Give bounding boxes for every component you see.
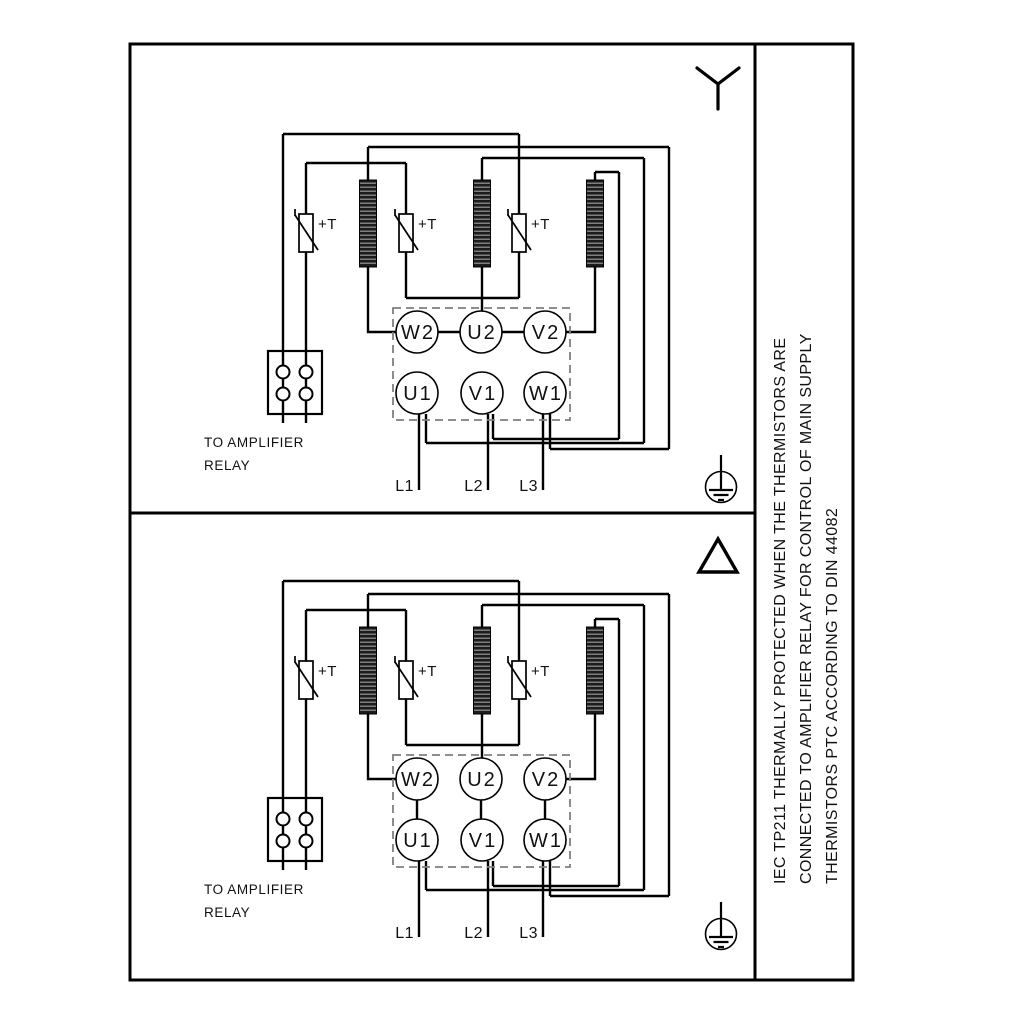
thermistor-label: +T bbox=[318, 216, 337, 233]
motor-winding-coil-1 bbox=[360, 180, 377, 267]
relay-contact bbox=[277, 366, 290, 379]
side-note-line-2: CONNECTED TO AMPLIFIER RELAY FOR CONTROL OF MAIN SUPPLY bbox=[798, 333, 815, 884]
terminal-w2 bbox=[396, 311, 438, 353]
terminal-v1 bbox=[461, 372, 503, 414]
side-note-line-3: THERMISTORS PTC ACCORDING TO DIN 44082 bbox=[824, 507, 841, 884]
thermistor-label: +T bbox=[531, 216, 550, 233]
terminal-label-v1: V1 bbox=[468, 383, 498, 405]
supply-line-label-l2: L2 bbox=[464, 478, 483, 495]
circuit-common-half-delta bbox=[204, 581, 737, 950]
thermistor-symbol-3 bbox=[508, 209, 550, 252]
terminal-u2 bbox=[460, 311, 502, 353]
supply-line-label-l3: L3 bbox=[519, 478, 538, 495]
relay-caption-line1: TO AMPLIFIER bbox=[204, 435, 304, 450]
supply-line-label-l1: L1 bbox=[395, 478, 414, 495]
side-note-line-1: IEC TP211 THERMALLY PROTECTED WHEN THE THERMISTORS ARE bbox=[772, 337, 789, 884]
amplifier-relay-box bbox=[268, 351, 322, 414]
delta-series-bridges bbox=[417, 800, 545, 819]
terminal-label-w2: W2 bbox=[401, 322, 435, 344]
terminal-label-u2: U2 bbox=[467, 322, 497, 344]
relay-contact bbox=[300, 366, 313, 379]
terminal-w1 bbox=[524, 372, 566, 414]
terminal-v2 bbox=[524, 311, 566, 353]
motor-winding-coil-2 bbox=[474, 180, 491, 267]
circuit-common-half bbox=[204, 134, 737, 503]
motor-winding-coil-3 bbox=[587, 180, 604, 267]
terminal-label-v2: V2 bbox=[531, 322, 561, 344]
relay-caption-line2: RELAY bbox=[204, 458, 251, 473]
thermistor-symbol-2 bbox=[395, 209, 437, 252]
side-note bbox=[768, 333, 846, 884]
delta-connection-icon bbox=[699, 539, 737, 572]
star-connection-icon bbox=[697, 68, 739, 109]
thermistor-symbol-1 bbox=[295, 209, 337, 252]
relay-contact bbox=[277, 388, 290, 401]
relay-contact bbox=[300, 388, 313, 401]
terminal-label-w1: W1 bbox=[529, 383, 563, 405]
thermistor-label: +T bbox=[418, 216, 437, 233]
terminal-u1 bbox=[396, 372, 438, 414]
terminal-label-u1: U1 bbox=[403, 383, 433, 405]
earth-ground-icon bbox=[706, 455, 737, 503]
